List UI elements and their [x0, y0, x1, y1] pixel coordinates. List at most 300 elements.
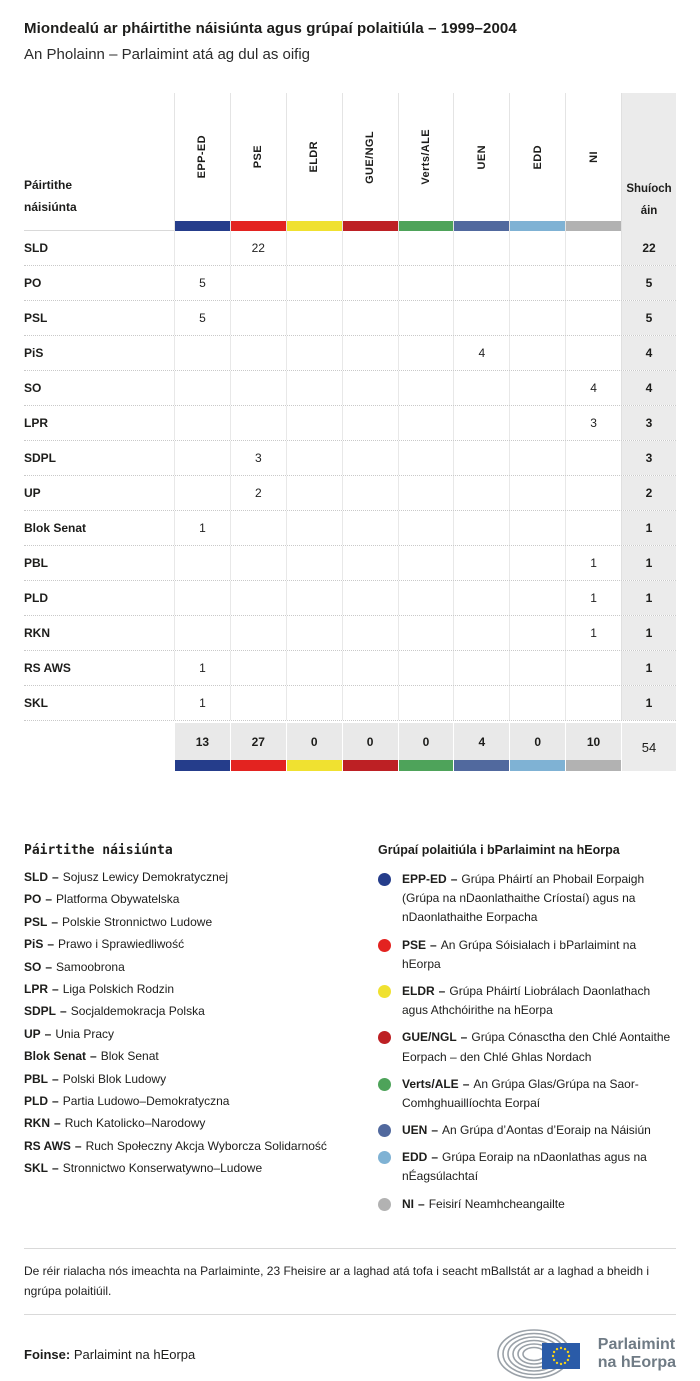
party-full-name: Ruch Katolicko–Narodowy	[64, 1116, 206, 1131]
seat-count-cell	[286, 301, 342, 335]
group-total-value: 0	[510, 723, 565, 760]
table-row	[24, 546, 676, 581]
party-legend-item	[24, 893, 352, 907]
seat-count-cell	[398, 511, 454, 545]
party-label: PSL	[24, 311, 48, 325]
seat-count-cell	[565, 441, 621, 475]
seat-count-cell	[398, 371, 454, 405]
group-column-header	[230, 93, 286, 231]
group-column-header	[174, 93, 230, 231]
seat-count-cell	[230, 371, 286, 405]
party-abbr: PiS	[24, 937, 44, 952]
seat-count-cell: 4	[565, 371, 621, 405]
seat-count-cell	[509, 546, 565, 580]
party-full-name: Unia Pracy	[55, 1026, 115, 1041]
group-total-value: 27	[231, 723, 286, 760]
group-total-value: 13	[175, 723, 230, 760]
party-label: SO	[24, 381, 42, 395]
party-label: SLD	[24, 241, 48, 255]
seat-count-cell	[230, 336, 286, 370]
group-color-bar	[231, 221, 286, 231]
group-color-dot	[378, 1198, 391, 1211]
party-abbr: SLD	[24, 870, 48, 884]
legend-section	[24, 843, 676, 1222]
totals-spacer	[24, 723, 174, 771]
party-legend-item	[24, 871, 352, 885]
seat-count-cell: 1	[174, 686, 230, 720]
group-color-dot	[378, 939, 391, 952]
group-total-cell	[453, 723, 509, 771]
seat-count-cell: 1	[565, 616, 621, 650]
seat-count-cell	[174, 441, 230, 475]
group-total-value: 0	[287, 723, 342, 760]
group-color-bar	[510, 760, 565, 771]
row-seats-total: 2	[621, 476, 676, 510]
group-color-bar	[175, 760, 230, 771]
seat-count-cell: 3	[565, 406, 621, 440]
group-label: GUE/NGL	[364, 130, 377, 184]
seat-count-cell: 4	[453, 336, 509, 370]
party-legend-item	[24, 1095, 352, 1109]
group-abbr: Verts/ALE	[402, 1076, 459, 1091]
seat-count-cell	[342, 511, 398, 545]
party-full-name: Partia Ludowo–Demokratyczna	[62, 1093, 230, 1108]
groups-legend-list	[378, 870, 676, 1214]
party-label: PO	[24, 276, 42, 290]
seat-count-cell	[398, 581, 454, 615]
seat-count-cell	[230, 546, 286, 580]
dash-separator: –	[52, 1071, 59, 1086]
seat-count-cell	[342, 441, 398, 475]
group-column-header	[509, 93, 565, 231]
seat-count-cell	[398, 231, 454, 265]
group-label: EPP-ED	[196, 135, 209, 179]
page-subtitle: An Pholainn – Parlaimint atá ag dul as oifig	[24, 46, 311, 63]
seat-count-cell	[286, 441, 342, 475]
group-label: Verts/ALE	[419, 129, 432, 185]
seat-count-cell	[509, 476, 565, 510]
table-row	[24, 651, 676, 686]
seat-count-cell	[509, 616, 565, 650]
seat-count-cell	[509, 371, 565, 405]
group-column-header	[286, 93, 342, 231]
seat-count-cell	[453, 301, 509, 335]
group-color-bar	[454, 760, 509, 771]
group-color-bar	[175, 221, 230, 231]
seat-count-cell	[174, 371, 230, 405]
party-label: SKL	[24, 696, 48, 710]
dash-separator: –	[90, 1049, 97, 1064]
seat-count-cell	[342, 301, 398, 335]
seat-count-cell	[509, 686, 565, 720]
group-label: PSE	[252, 145, 265, 169]
group-column-header	[342, 93, 398, 231]
table-row	[24, 511, 676, 546]
party-legend-item	[24, 1117, 352, 1131]
party-legend-item	[24, 983, 352, 997]
dash-separator: –	[431, 1150, 439, 1165]
group-color-bar	[231, 760, 286, 771]
group-legend-item	[378, 936, 676, 974]
seat-count-cell	[342, 406, 398, 440]
seat-count-cell	[286, 616, 342, 650]
seat-count-cell	[342, 651, 398, 685]
group-color-bar	[566, 760, 621, 771]
seat-count-cell	[398, 441, 454, 475]
party-full-name: Sojusz Lewicy Demokratycznej	[62, 870, 229, 884]
seat-count-cell	[453, 581, 509, 615]
party-full-name: Blok Senat	[100, 1049, 159, 1064]
seat-count-cell	[509, 441, 565, 475]
grand-total-seats: 54	[621, 723, 676, 771]
group-color-dot	[378, 1031, 391, 1044]
party-legend-item	[24, 1140, 352, 1154]
seat-count-cell	[398, 546, 454, 580]
seat-count-cell	[230, 616, 286, 650]
group-legend-text	[402, 1028, 676, 1066]
group-color-bar	[343, 760, 398, 771]
group-abbr: GUE/NGL	[402, 1030, 457, 1045]
seat-count-cell	[230, 686, 286, 720]
party-label: PiS	[24, 346, 44, 360]
party-full-name: Polskie Stronnictwo Ludowe	[62, 914, 213, 929]
group-legend-item	[378, 870, 676, 928]
party-abbr: RS AWS	[24, 1138, 71, 1153]
party-legend-item	[24, 1073, 352, 1087]
group-color-bar	[287, 221, 342, 231]
group-column-header	[453, 93, 509, 231]
group-legend-item	[378, 1121, 676, 1140]
logo-line1: Parlaimint	[597, 1336, 676, 1354]
group-legend-item	[378, 1195, 676, 1214]
party-abbr: RKN	[24, 1116, 50, 1131]
group-color-dot	[378, 1151, 391, 1164]
row-seats-total: 4	[621, 371, 676, 405]
seat-count-cell	[398, 651, 454, 685]
seat-count-cell	[342, 231, 398, 265]
group-legend-item	[378, 1075, 676, 1113]
seat-count-cell	[453, 686, 509, 720]
party-full-name: Liga Polskich Rodzin	[62, 981, 175, 996]
source-row	[24, 1327, 676, 1381]
table-body	[24, 231, 676, 721]
table-corner-cell	[24, 93, 174, 231]
table-row	[24, 336, 676, 371]
group-abbr: EDD	[402, 1150, 428, 1165]
table-row	[24, 441, 676, 476]
seat-count-cell	[230, 301, 286, 335]
row-seats-total: 1	[621, 651, 676, 685]
group-color-dot	[378, 985, 391, 998]
dash-separator: –	[52, 1093, 59, 1108]
group-legend-text	[402, 1148, 676, 1186]
seat-count-cell	[286, 371, 342, 405]
party-label: PLD	[24, 591, 48, 605]
group-abbr: EPP-ED	[402, 872, 447, 886]
group-legend-text	[402, 1075, 676, 1113]
table-row	[24, 616, 676, 651]
party-full-name: Samoobrona	[56, 959, 125, 974]
party-label: Blok Senat	[24, 521, 87, 535]
table-header	[24, 93, 676, 231]
group-legend-text	[402, 1195, 565, 1214]
group-abbr: NI	[402, 1196, 414, 1211]
dash-separator: –	[44, 1026, 52, 1041]
party-label: SDPL	[24, 451, 57, 465]
seat-count-cell: 1	[565, 546, 621, 580]
seat-count-cell: 1	[565, 581, 621, 615]
seat-count-cell	[230, 266, 286, 300]
group-total-cell	[174, 723, 230, 771]
seat-count-cell	[509, 266, 565, 300]
row-seats-total: 3	[621, 406, 676, 440]
page-title: Miondealú ar pháirtithe náisiúnta agus grúpaí polaitiúla – 1999–2004	[24, 20, 517, 37]
table-row	[24, 231, 676, 266]
seat-count-cell	[565, 301, 621, 335]
seat-count-cell	[565, 686, 621, 720]
seat-count-cell	[286, 266, 342, 300]
dash-separator: –	[431, 1123, 439, 1138]
seat-count-cell	[398, 301, 454, 335]
table-row	[24, 406, 676, 441]
parties-legend-heading: Páirtithe náisiúnta	[24, 843, 173, 858]
group-color-dot	[378, 1124, 391, 1137]
dash-separator: –	[462, 1076, 470, 1091]
group-color-bar	[287, 760, 342, 771]
group-legend-text	[402, 982, 676, 1020]
dash-separator: –	[45, 892, 53, 907]
group-full-name: An Grúpa Sóisialach i bParlaimint na hEorpa	[402, 937, 637, 971]
group-total-value: 4	[454, 723, 509, 760]
seat-count-cell	[286, 581, 342, 615]
source-value: Parlaimint na hEorpa	[73, 1346, 196, 1362]
group-label: ELDR	[308, 141, 321, 173]
party-label: UP	[24, 486, 41, 500]
group-color-bar	[399, 221, 454, 231]
seat-count-cell	[453, 546, 509, 580]
seat-count-cell	[342, 476, 398, 510]
dash-separator: –	[430, 937, 437, 952]
group-full-name: Feisirí Neamhcheangailte	[428, 1196, 565, 1211]
seat-count-cell	[286, 336, 342, 370]
group-total-cell	[342, 723, 398, 771]
seat-count-cell	[565, 336, 621, 370]
seat-count-cell	[174, 616, 230, 650]
seat-count-cell	[286, 546, 342, 580]
seat-count-cell	[565, 231, 621, 265]
source-text	[24, 1347, 195, 1362]
seat-count-cell	[565, 651, 621, 685]
political-groups-legend	[378, 843, 676, 1222]
group-legend-text	[402, 936, 676, 974]
party-label: RKN	[24, 626, 50, 640]
seat-count-cell	[398, 406, 454, 440]
party-legend-item	[24, 1050, 352, 1064]
group-label: UEN	[475, 144, 488, 170]
party-abbr: Blok Senat	[24, 1049, 87, 1064]
seats-column-header: Shuíocháin	[621, 93, 676, 231]
party-abbr: SKL	[24, 1161, 48, 1176]
seat-count-cell	[453, 371, 509, 405]
group-label: EDD	[531, 144, 544, 170]
party-abbr: SDPL	[24, 1004, 57, 1019]
dash-separator: –	[438, 983, 446, 998]
seat-count-cell	[174, 581, 230, 615]
dash-separator: –	[52, 981, 59, 996]
group-color-bar	[399, 760, 454, 771]
group-column-header	[398, 93, 454, 231]
seat-count-cell	[565, 476, 621, 510]
seat-count-cell	[286, 511, 342, 545]
hemicycle-eu-flag-icon	[496, 1327, 588, 1381]
seat-count-cell	[509, 336, 565, 370]
seat-count-cell	[453, 511, 509, 545]
seat-count-cell	[174, 231, 230, 265]
dash-separator: –	[51, 914, 59, 929]
seat-count-cell	[342, 546, 398, 580]
dash-separator: –	[418, 1196, 425, 1211]
groups-legend-heading: Grúpaí polaitiúla i bParlaimint na hEorpa	[378, 843, 620, 857]
party-abbr: SO	[24, 959, 42, 974]
dash-separator: –	[52, 1161, 59, 1176]
group-color-bar	[566, 221, 621, 231]
seat-count-cell	[453, 441, 509, 475]
row-seats-total: 22	[621, 231, 676, 265]
group-legend-item	[378, 1028, 676, 1066]
table-row	[24, 371, 676, 406]
european-parliament-logo	[496, 1327, 676, 1381]
party-full-name: Socjaldemokracja Polska	[70, 1004, 205, 1019]
seat-count-cell	[398, 616, 454, 650]
seat-count-cell	[453, 651, 509, 685]
seat-count-cell	[509, 511, 565, 545]
seat-count-cell	[230, 581, 286, 615]
group-total-value: 10	[566, 723, 621, 760]
party-full-name: Prawo i Sprawiedliwość	[58, 937, 185, 952]
group-label: NI	[587, 151, 600, 163]
group-legend-item	[378, 982, 676, 1020]
group-total-cell	[565, 723, 621, 771]
seats-table	[24, 93, 676, 771]
seat-count-cell	[342, 371, 398, 405]
party-legend-item	[24, 961, 352, 975]
group-total-value: 0	[399, 723, 454, 760]
seat-count-cell	[174, 476, 230, 510]
seat-count-cell	[398, 476, 454, 510]
seat-count-cell	[398, 686, 454, 720]
seat-count-cell	[286, 651, 342, 685]
table-totals-row	[24, 723, 676, 771]
party-abbr: UP	[24, 1026, 41, 1041]
row-seats-total: 1	[621, 686, 676, 720]
seat-count-cell	[230, 406, 286, 440]
party-full-name: Platforma Obywatelska	[56, 892, 180, 907]
group-total-cell	[230, 723, 286, 771]
dash-separator: –	[54, 1116, 61, 1131]
seat-count-cell: 1	[174, 651, 230, 685]
group-full-name: Grúpa Cónasctha den Chlé Aontaithe Eorpach – den Chlé Ghlas Nordach	[402, 1030, 671, 1064]
party-label: RS AWS	[24, 661, 71, 675]
party-full-name: Stronnictwo Konserwatywno–Ludowe	[62, 1161, 263, 1176]
group-color-bar	[343, 221, 398, 231]
party-abbr: PO	[24, 892, 42, 907]
seat-count-cell	[398, 266, 454, 300]
row-seats-total: 5	[621, 301, 676, 335]
seat-count-cell: 5	[174, 266, 230, 300]
seat-count-cell	[509, 581, 565, 615]
party-legend-item	[24, 1028, 352, 1042]
seat-count-cell: 22	[230, 231, 286, 265]
seat-count-cell	[230, 651, 286, 685]
dash-separator: –	[47, 937, 55, 952]
group-full-name: An Grúpa Glas/Grúpa na Saor-Comhghuaillíochta Eorpaí	[402, 1076, 639, 1110]
source-label: Foinse:	[24, 1346, 71, 1362]
dash-separator: –	[74, 1138, 82, 1153]
table-row	[24, 581, 676, 616]
row-seats-total: 1	[621, 511, 676, 545]
seat-count-cell	[509, 406, 565, 440]
seat-count-cell	[342, 686, 398, 720]
group-total-value: 0	[343, 723, 398, 760]
seat-count-cell	[174, 336, 230, 370]
row-seats-total: 4	[621, 336, 676, 370]
group-abbr: PSE	[402, 937, 427, 952]
group-legend-text	[402, 870, 676, 928]
group-abbr: UEN	[402, 1123, 428, 1138]
dash-separator: –	[52, 870, 59, 884]
group-full-name: Grúpa Eoraip na nDaonlathas agus na nÉagsúlachtaí	[402, 1150, 647, 1184]
row-seats-total: 1	[621, 546, 676, 580]
seat-count-cell	[565, 511, 621, 545]
group-legend-text	[402, 1121, 651, 1140]
dash-separator: –	[60, 1004, 67, 1019]
dash-separator: –	[45, 959, 53, 974]
group-full-name: An Grúpa d’Aontas d’Eoraip na Náisiún	[442, 1123, 651, 1138]
party-abbr: PLD	[24, 1093, 48, 1108]
party-legend-item	[24, 1162, 352, 1176]
dash-separator: –	[460, 1030, 468, 1045]
group-color-dot	[378, 873, 391, 886]
seat-count-cell	[230, 511, 286, 545]
party-label: PBL	[24, 556, 48, 570]
seat-count-cell	[453, 406, 509, 440]
party-full-name: Polski Blok Ludowy	[62, 1071, 167, 1086]
seat-count-cell: 5	[174, 301, 230, 335]
national-parties-legend	[24, 843, 352, 1222]
seat-count-cell: 3	[230, 441, 286, 475]
row-seats-total: 1	[621, 616, 676, 650]
party-legend-item	[24, 1005, 352, 1019]
seat-count-cell	[509, 301, 565, 335]
seat-count-cell: 2	[230, 476, 286, 510]
seat-count-cell	[174, 546, 230, 580]
footnote-text: De réir rialacha nós imeachta na Parlaiminte, 23 Fheisire ar a laghad atá tofa i seacht mBallstát ar a laghad a bheidh i ngrúpa polaitiúil.	[24, 1248, 676, 1316]
party-abbr: PBL	[24, 1071, 48, 1086]
dash-separator: –	[450, 872, 458, 886]
group-color-dot	[378, 1078, 391, 1091]
seat-count-cell	[286, 231, 342, 265]
seat-count-cell	[286, 686, 342, 720]
seat-count-cell	[342, 336, 398, 370]
seat-count-cell	[398, 336, 454, 370]
party-legend-item	[24, 938, 352, 952]
group-total-cell	[398, 723, 454, 771]
group-color-bar	[510, 221, 565, 231]
table-row	[24, 476, 676, 511]
group-total-cell	[286, 723, 342, 771]
seat-count-cell	[453, 266, 509, 300]
seat-count-cell	[453, 616, 509, 650]
